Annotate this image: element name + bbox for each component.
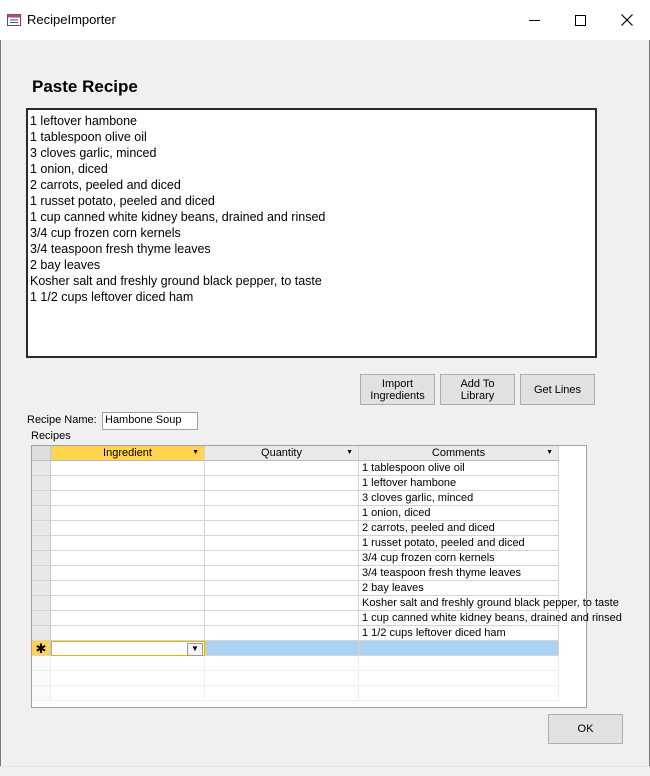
chevron-down-icon[interactable]: ▼ [346,449,353,456]
column-header-label: Comments [431,447,486,459]
ingredient-cell[interactable] [51,566,205,581]
comments-cell[interactable]: Kosher salt and freshly ground black pepper, to taste [359,596,559,611]
comments-cell[interactable]: 1 leftover hambone [359,476,559,491]
comments-cell[interactable] [359,641,559,656]
table-row[interactable] [32,596,619,611]
table-row[interactable] [32,536,559,551]
comments-cell[interactable]: 3/4 cup frozen corn kernels [359,551,559,566]
quantity-cell[interactable] [205,611,359,626]
column-header-quantity[interactable] [205,446,359,461]
ok-button[interactable]: OK [548,714,623,744]
column-header-label: Ingredient [103,447,152,459]
quantity-cell[interactable] [205,596,359,611]
quantity-cell[interactable] [205,626,359,641]
ingredient-cell[interactable] [51,506,205,521]
maximize-button[interactable] [557,0,603,40]
chevron-down-icon[interactable]: ▼ [187,643,203,656]
paste-line: 1 russet potato, peeled and diced [30,194,215,208]
paste-line: 1 leftover hambone [30,114,138,128]
paste-line: Kosher salt and freshly ground black pepper, to taste [30,274,322,288]
table-row[interactable] [32,491,559,506]
empty-row [32,671,559,686]
paste-line: 3/4 teaspoon fresh thyme leaves [30,242,211,256]
paste-line: 1 tablespoon olive oil [30,130,147,144]
comments-cell[interactable]: 1 1/2 cups leftover diced ham [359,626,559,641]
table-row[interactable] [32,521,559,536]
close-icon [621,14,633,26]
select-all-corner[interactable] [32,446,51,461]
minimize-button[interactable] [511,0,557,40]
comments-cell[interactable]: 1 onion, diced [359,506,559,521]
get-lines-button[interactable]: Get Lines [520,374,595,405]
close-button[interactable] [604,0,650,40]
table-row[interactable] [32,611,622,626]
paste-line: 1 1/2 cups leftover diced ham [30,290,194,304]
minimize-icon [529,15,540,26]
row-selector[interactable] [32,581,51,596]
window-title: RecipeImporter [27,12,116,27]
ingredient-cell[interactable] [51,461,205,476]
row-selector[interactable] [32,536,51,551]
ingredient-cell[interactable] [51,581,205,596]
recipes-datasheet[interactable] [31,445,622,708]
comments-cell[interactable]: 1 tablespoon olive oil [359,461,559,476]
row-selector[interactable] [32,506,51,521]
row-selector[interactable] [32,611,51,626]
row-selector[interactable] [32,521,51,536]
paste-line: 2 bay leaves [30,258,101,272]
table-row[interactable] [32,476,559,491]
import-ingredients-button[interactable]: Import Ingredients [360,374,435,405]
table-row[interactable] [32,551,559,566]
column-header-comments[interactable] [359,446,559,461]
paste-line: 1 onion, diced [30,162,108,176]
quantity-cell[interactable] [205,491,359,506]
comments-cell[interactable]: 3/4 teaspoon fresh thyme leaves [359,566,559,581]
title-bar[interactable] [0,0,650,40]
page-title: Paste Recipe [32,77,138,96]
comments-cell[interactable]: 1 russet potato, peeled and diced [359,536,559,551]
chevron-down-icon[interactable]: ▼ [546,449,553,456]
new-record-marker: ✱ [32,641,51,656]
ingredient-cell[interactable] [51,491,205,506]
form-icon [7,13,21,27]
quantity-cell[interactable] [205,581,359,596]
empty-row [32,686,559,701]
row-selector[interactable] [32,626,51,641]
column-header-ingredient[interactable] [51,446,205,461]
add-to-library-button[interactable]: Add To Library [440,374,515,405]
table-row[interactable] [32,506,559,521]
empty-row [32,656,559,671]
comments-cell[interactable]: 3 cloves garlic, minced [359,491,559,506]
comments-cell[interactable]: 2 bay leaves [359,581,559,596]
quantity-cell[interactable] [205,536,359,551]
table-row[interactable] [32,566,559,581]
row-selector[interactable] [32,596,51,611]
paste-line: 3 cloves garlic, minced [30,146,157,160]
column-header-label: Quantity [261,447,302,459]
ingredient-cell[interactable] [51,521,205,536]
paste-recipe-textbox[interactable] [26,108,597,358]
quantity-cell[interactable] [205,551,359,566]
ingredient-cell[interactable] [51,626,205,641]
quantity-cell[interactable] [205,461,359,476]
row-selector[interactable] [32,476,51,491]
recipe-name-input[interactable]: Hambone Soup [102,412,198,430]
table-row[interactable] [32,626,559,641]
maximize-icon [575,15,586,26]
ingredient-cell[interactable] [51,476,205,491]
recipes-subform-label: Recipes [31,430,71,442]
row-selector[interactable] [32,491,51,506]
quantity-cell[interactable] [205,506,359,521]
quantity-cell[interactable] [205,641,359,656]
ingredient-combo[interactable] [51,641,205,656]
ingredient-cell[interactable] [51,536,205,551]
ingredient-cell[interactable] [51,596,205,611]
row-selector[interactable] [32,566,51,581]
row-selector[interactable] [32,461,51,476]
paste-line: 1 cup canned white kidney beans, drained and rinsed [30,210,326,224]
quantity-cell[interactable] [205,566,359,581]
recipe-name-label: Recipe Name: [27,414,97,426]
quantity-cell[interactable] [205,476,359,491]
table-row[interactable] [32,581,559,596]
paste-line: 3/4 cup frozen corn kernels [30,226,181,240]
row-selector[interactable] [32,551,51,566]
quantity-cell[interactable] [205,521,359,536]
ingredient-cell[interactable] [51,611,205,626]
header-row [32,446,559,461]
comments-cell[interactable]: 2 carrots, peeled and diced [359,521,559,536]
new-record-row[interactable] [32,641,559,656]
comments-cell[interactable]: 1 cup canned white kidney beans, drained and rinsed [359,611,559,626]
table-row[interactable] [32,461,559,476]
ingredient-cell[interactable] [51,551,205,566]
chevron-down-icon[interactable]: ▼ [192,449,199,456]
paste-line: 2 carrots, peeled and diced [30,178,181,192]
status-strip [0,766,650,776]
